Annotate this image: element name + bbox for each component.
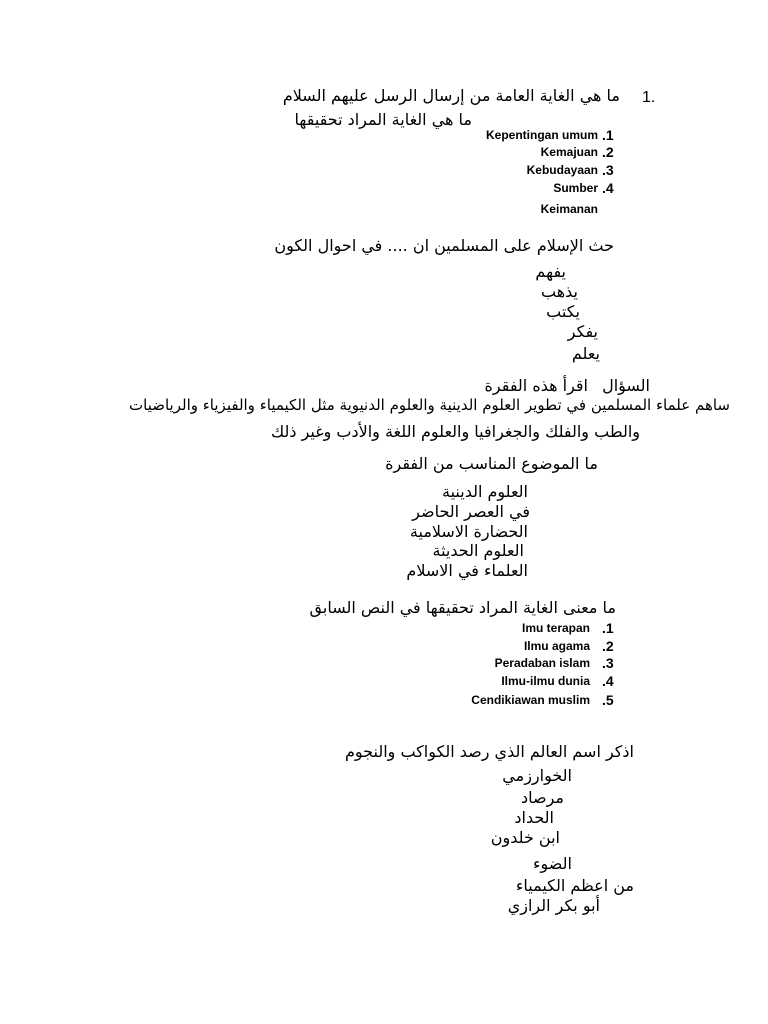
q5-option-5: الضوء xyxy=(533,854,572,873)
question-1-prompt: ما هي الغاية العامة من إرسال الرسل عليهم السلام xyxy=(282,86,620,105)
question-2-prompt: حث الإسلام على المسلمين ان .... في احوال الكون xyxy=(274,236,614,255)
q2-option-3: يكتب xyxy=(546,302,580,321)
q1-option-2-number: .2 xyxy=(602,144,614,160)
q1-option-1-text: Kepentingan umum xyxy=(485,128,598,142)
question-1-number: 1. xyxy=(642,89,656,106)
question-3-passage-line-2: والطب والفلك والجغرافيا والعلوم اللغة والأدب وغير ذلك xyxy=(271,422,640,441)
q3-option-4: العلوم الحديثة xyxy=(432,541,524,560)
q5-option-4: ابن خلدون xyxy=(490,828,560,847)
q4-option-2-text: Ilmu agama xyxy=(523,639,590,653)
q2-option-2: يذهب xyxy=(541,282,578,301)
question-3-instruction: اقرأ هذه الفقرة xyxy=(484,376,588,395)
q4-option-5-number: .5 xyxy=(602,692,614,708)
q5-option-6: من اعظم الكيمياء xyxy=(515,876,634,895)
question-4-prompt: ما معنى الغاية المراد تحقيقها في النص السابق xyxy=(309,598,616,617)
q4-option-4-number: .4 xyxy=(602,673,614,689)
q3-option-5: العلماء في الاسلام xyxy=(406,561,528,580)
q1-option-3-number: .3 xyxy=(602,162,614,178)
q4-option-3-text: Peradaban islam xyxy=(494,656,590,670)
q2-option-4: يفكر xyxy=(567,322,598,341)
q2-option-1: يفهم xyxy=(535,262,566,281)
q4-option-1-text: Imu terapan xyxy=(521,621,590,635)
q2-option-5: يعلم xyxy=(571,344,600,363)
q4-option-2-number: .2 xyxy=(602,638,614,654)
q4-option-4-text: Ilmu-ilmu dunia xyxy=(501,674,590,688)
q3-option-1: العلوم الدينية xyxy=(442,482,528,501)
q4-option-3-number: .3 xyxy=(602,655,614,671)
q4-option-5-text: Cendikiawan muslim xyxy=(471,693,590,707)
q3-option-3: الحضارة الاسلامية xyxy=(409,522,528,541)
q5-option-2: مرصاد xyxy=(521,788,564,807)
q4-option-1-number: .1 xyxy=(602,620,614,636)
q5-option-3: الحداد xyxy=(514,808,554,827)
q1-option-2-text: Kemajuan xyxy=(540,145,598,159)
question-5-prompt: اذكر اسم العالم الذي رصد الكواكب والنجوم xyxy=(345,742,634,761)
q3-option-2: في العصر الحاضر xyxy=(412,502,530,521)
q5-option-1: الخوارزمي xyxy=(502,766,572,785)
q1-option-4-text: Sumber xyxy=(553,181,598,195)
q1-option-5-text: Keimanan xyxy=(540,202,598,216)
question-3-passage-line-1: ساهم علماء المسلمين في تطوير العلوم الدينية والعلوم الدنيوية مثل الكيمياء والفيزياء والرياضيات xyxy=(129,396,730,414)
q1-option-1-number: .1 xyxy=(602,127,614,143)
q1-option-3-text: Kebudayaan xyxy=(526,163,598,177)
q1-option-4-number: .4 xyxy=(602,180,614,196)
question-3-label: السؤال xyxy=(602,376,650,395)
q5-option-7: أبو بكر الرازي xyxy=(507,896,600,915)
question-3-question: ما الموضوع المناسب من الفقرة xyxy=(385,454,598,473)
question-1-subprompt: ما هي الغاية المراد تحقيقها xyxy=(294,110,472,129)
